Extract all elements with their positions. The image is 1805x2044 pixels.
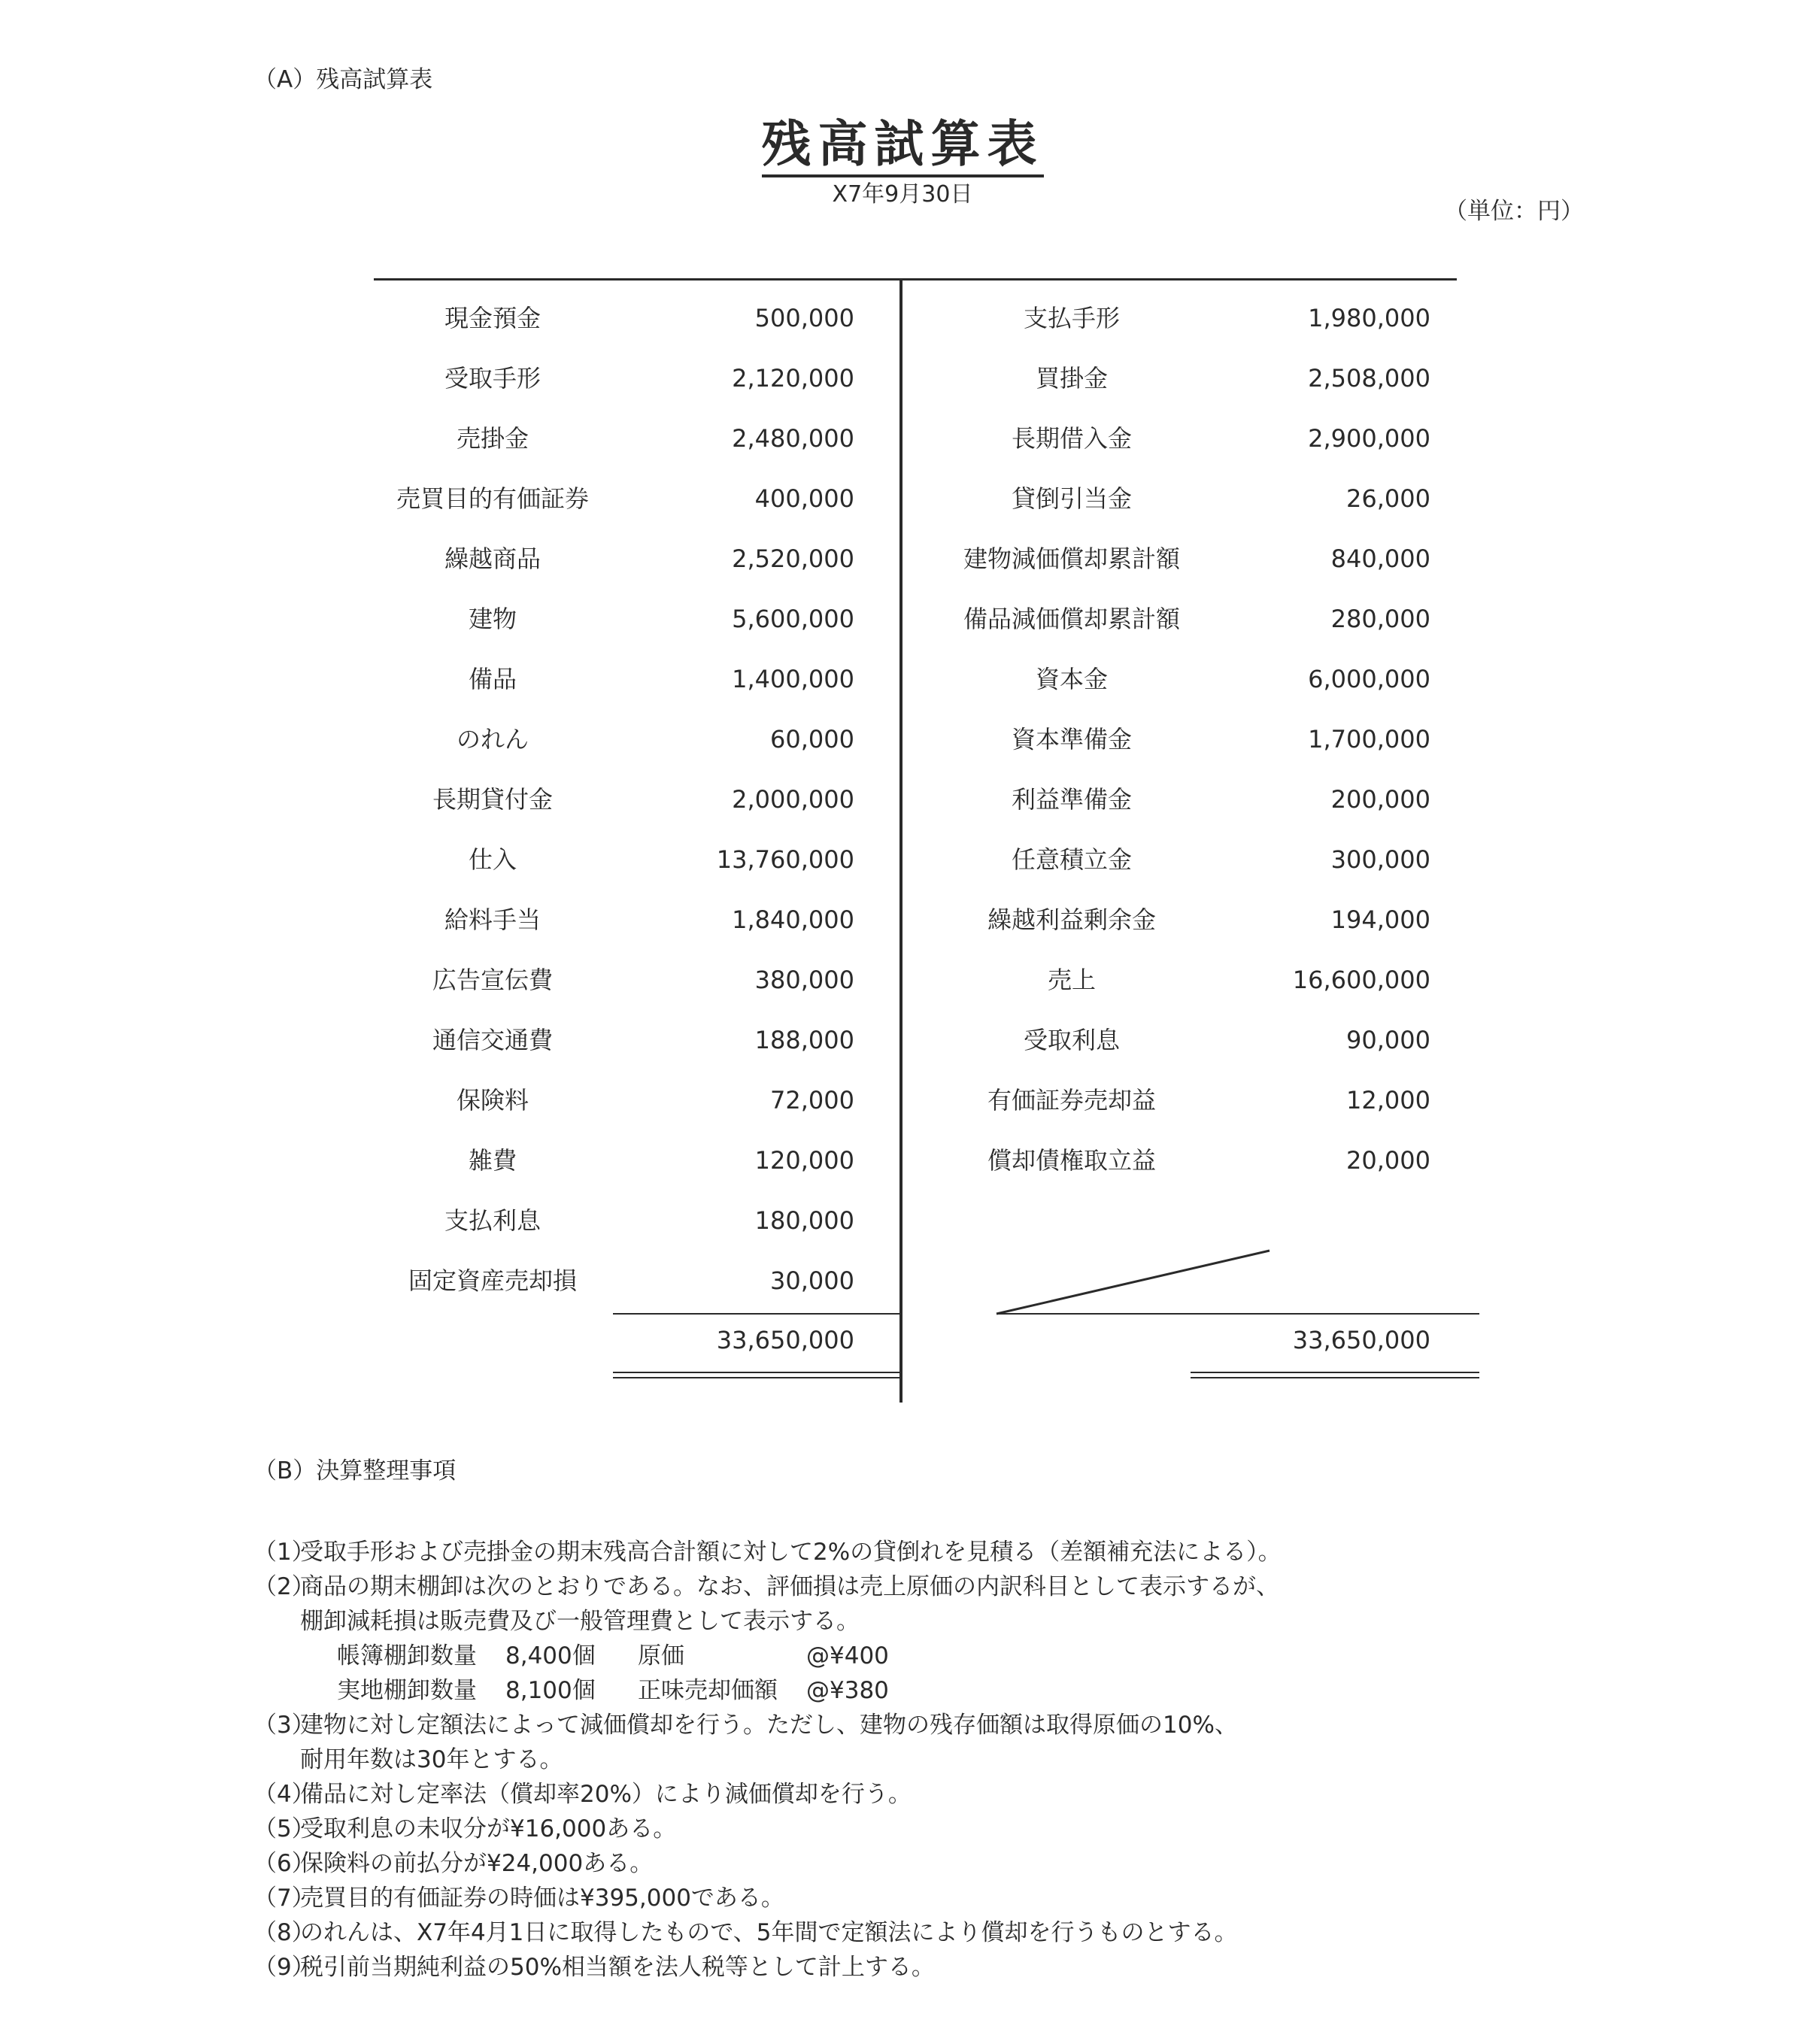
- credit-amount: 90,000: [1346, 1026, 1430, 1054]
- debit-account: 保険料: [456, 1086, 529, 1114]
- credit-account: 資本金: [1035, 665, 1108, 693]
- debit-account: 現金預金: [444, 304, 541, 332]
- debit-amount: 180,000: [754, 1206, 854, 1235]
- note-number: （3）: [253, 1712, 315, 1739]
- credit-amount: 20,000: [1346, 1146, 1430, 1175]
- debit-amount: 2,480,000: [732, 424, 854, 453]
- debit-double-rule-2: [613, 1377, 901, 1378]
- note-item: [253, 1777, 912, 1812]
- unit-price: @¥400: [806, 1642, 889, 1669]
- note-text: 備品に対し定率法（償却率20%）により減価償却を行う。: [300, 1781, 912, 1808]
- debit-account: 建物: [468, 605, 517, 633]
- note-text: 受取利息の未収分が¥16,000ある。: [300, 1815, 677, 1842]
- debit-amount: 380,000: [754, 966, 854, 994]
- debit-account: 長期貸付金: [432, 785, 553, 814]
- credit-account: 売上: [1047, 966, 1096, 994]
- price-label: 原価: [638, 1642, 684, 1669]
- debit-amount: 5,600,000: [732, 605, 854, 633]
- debit-amount: 120,000: [754, 1146, 854, 1175]
- note-number: （8）: [253, 1919, 315, 1946]
- debit-amount: 500,000: [754, 304, 854, 332]
- note-item: [253, 1708, 1238, 1742]
- credit-account: 有価証券売却益: [987, 1086, 1156, 1114]
- debit-account: 繰越商品: [444, 544, 541, 573]
- credit-double-rule-1: [1191, 1372, 1479, 1373]
- debit-account: 広告宣伝費: [432, 966, 553, 994]
- debit-account: 給料手当: [444, 905, 541, 934]
- note-text: 税引前当期純利益の50%相当額を法人税等として計上する。: [300, 1954, 935, 1981]
- inventory-quantity: 8,100個: [505, 1677, 596, 1704]
- section-b-label: （B）決算整理事項: [253, 1457, 457, 1484]
- credit-account: 建物減価償却累計額: [963, 544, 1180, 573]
- note-item: [253, 1881, 784, 1915]
- debit-amount: 1,840,000: [732, 905, 854, 934]
- credit-amount: 6,000,000: [1308, 665, 1430, 693]
- note-number: （4）: [253, 1781, 315, 1808]
- debit-account: 雑費: [468, 1146, 517, 1175]
- debit-account: 支払利息: [444, 1206, 541, 1235]
- credit-account: 任意積立金: [1011, 845, 1132, 874]
- statement-date: X7年9月30日: [832, 181, 973, 208]
- debit-amount: 72,000: [770, 1086, 854, 1114]
- note-number: （2）: [253, 1573, 315, 1600]
- note-number: （6）: [253, 1850, 315, 1877]
- credit-amount: 26,000: [1346, 484, 1430, 513]
- note-number: （7）: [253, 1885, 315, 1912]
- credit-account: 償却債権取立益: [987, 1146, 1156, 1175]
- credit-account: 買掛金: [1035, 364, 1108, 393]
- note-text: 売買目的有価証券の時価は¥395,000である。: [300, 1885, 784, 1912]
- debit-amount: 30,000: [770, 1266, 854, 1295]
- debit-account: 受取手形: [444, 364, 541, 393]
- note-item: [253, 1812, 676, 1846]
- note-text: 商品の期末棚卸は次のとおりである。なお、評価損は売上原価の内訳科目として表示するが、: [300, 1573, 1279, 1600]
- price-label: 正味売却価額: [638, 1677, 778, 1704]
- note-number: （1）: [253, 1539, 315, 1566]
- debit-amount: 2,520,000: [732, 544, 854, 573]
- credit-account: 備品減価償却累計額: [963, 605, 1180, 633]
- credit-account: 支払手形: [1023, 304, 1120, 332]
- note-item: [253, 1915, 1238, 1950]
- note-text: 受取手形および売掛金の期末残高合計額に対して2%の貸倒れを見積る（差額補充法による）。: [300, 1539, 1282, 1566]
- note-item: [253, 1950, 935, 1985]
- note-item: [253, 1569, 1279, 1604]
- debit-account: のれん: [456, 725, 529, 754]
- credit-amount: 200,000: [1330, 785, 1430, 814]
- credit-amount: 840,000: [1330, 544, 1430, 573]
- debit-total: 33,650,000: [716, 1326, 854, 1354]
- credit-account: 貸倒引当金: [1011, 484, 1132, 513]
- debit-amount: 2,000,000: [732, 785, 854, 814]
- credit-amount: 194,000: [1330, 905, 1430, 934]
- note-number: （5）: [253, 1815, 315, 1842]
- note-text: のれんは、X7年4月1日に取得したもので、5年間で定額法により償却を行うものとする。: [300, 1919, 1238, 1946]
- debit-amount: 188,000: [754, 1026, 854, 1054]
- note-item: [253, 1846, 653, 1881]
- section-a-label: （A）残高試算表: [253, 66, 433, 93]
- note-item: [253, 1535, 1282, 1569]
- debit-amount: 400,000: [754, 484, 854, 513]
- credit-amount: 280,000: [1330, 605, 1430, 633]
- note-text: 保険料の前払分が¥24,000ある。: [300, 1850, 654, 1877]
- credit-amount: 2,900,000: [1308, 424, 1430, 453]
- debit-double-rule-1: [613, 1372, 901, 1373]
- debit-amount: 13,760,000: [716, 845, 854, 874]
- note-number: （9）: [253, 1954, 315, 1981]
- credit-total: 33,650,000: [1292, 1326, 1430, 1354]
- credit-amount: 2,508,000: [1308, 364, 1430, 393]
- credit-amount: 1,700,000: [1308, 725, 1430, 754]
- debit-account: 売掛金: [456, 424, 529, 453]
- credit-amount: 12,000: [1346, 1086, 1430, 1114]
- credit-amount: 300,000: [1330, 845, 1430, 874]
- inventory-quantity: 8,400個: [505, 1642, 596, 1669]
- note-text: 建物に対し定額法によって減価償却を行う。ただし、建物の残存価額は取得原価の10%、: [300, 1712, 1238, 1739]
- debit-account: 仕入: [468, 845, 517, 874]
- credit-double-rule-2: [1191, 1377, 1479, 1378]
- unit-price: @¥380: [806, 1677, 889, 1704]
- credit-amount: 16,600,000: [1292, 966, 1430, 994]
- note-continuation: 棚卸減耗損は販売費及び一般管理費として表示する。: [300, 1608, 860, 1635]
- unit-label: （単位：円）: [1444, 198, 1584, 225]
- debit-account: 固定資産売却損: [408, 1266, 577, 1295]
- credit-account: 繰越利益剰余金: [987, 905, 1156, 934]
- credit-account: 受取利息: [1023, 1026, 1120, 1054]
- debit-account: 通信交通費: [432, 1026, 553, 1054]
- debit-amount: 60,000: [770, 725, 854, 754]
- credit-account: 資本準備金: [1011, 725, 1132, 754]
- debit-amount: 1,400,000: [732, 665, 854, 693]
- inventory-label: 帳簿棚卸数量: [337, 1642, 477, 1669]
- debit-amount: 2,120,000: [732, 364, 854, 393]
- inventory-label: 実地棚卸数量: [337, 1677, 477, 1704]
- title-text: 残高試算表: [762, 115, 1044, 177]
- debit-account: 売買目的有価証券: [396, 484, 589, 513]
- credit-account: 利益準備金: [1011, 785, 1132, 814]
- credit-amount: 1,980,000: [1308, 304, 1430, 332]
- credit-account: 長期借入金: [1011, 424, 1132, 453]
- debit-account: 備品: [468, 665, 517, 693]
- note-continuation: 耐用年数は30年とする。: [300, 1746, 563, 1773]
